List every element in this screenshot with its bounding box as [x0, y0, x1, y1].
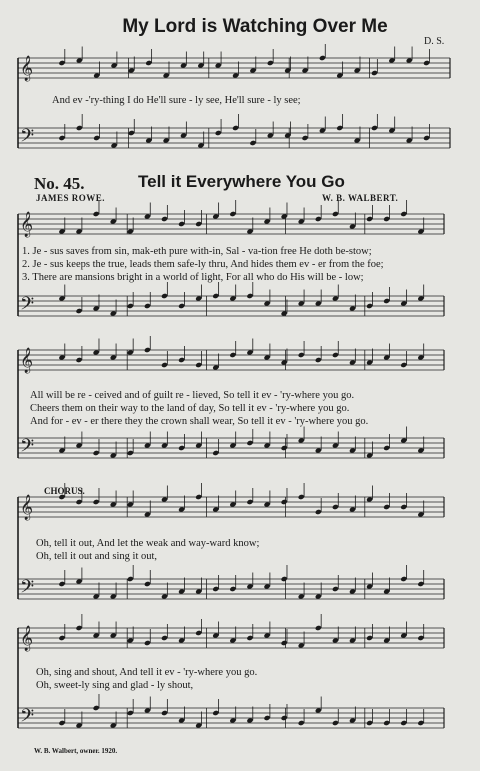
verse-1-line-1: 1. Je - sus saves from sin, mak-eth pure with-in, Sal - va-tion free He doth be-stow; — [22, 246, 372, 257]
chorus-line-1: Oh, tell it out, And let the weak and way-ward know; — [36, 538, 260, 549]
chorus-line-2: Oh, tell it out and sing it out, — [36, 551, 158, 562]
bass-clef-icon: 𝄢 — [20, 126, 35, 151]
verse-2-line-1: 2. Je - sus keeps the true, leads them safe-ly thru, And hides them ev - er from the foe; — [22, 259, 384, 270]
verse-2-line-2: Cheers them on their way to the land of day, So tell it ev - 'ry-where you go. — [30, 403, 350, 414]
treble-clef-icon: 𝄞 — [20, 348, 34, 373]
author-credit: JAMES ROWE. — [36, 193, 106, 203]
bass-clef-icon: 𝄢 — [20, 436, 35, 461]
verse-1-line-2: All will be re - ceived and of guilt re - lieved, So tell it ev - 'ry-where you go. — [30, 390, 355, 401]
bass-clef-icon: 𝄢 — [20, 294, 35, 319]
treble-clef-icon: 𝄞 — [20, 212, 34, 237]
treble-clef-icon: 𝄞 — [20, 495, 34, 520]
chorus-label: CHORUS. — [44, 486, 85, 496]
ds-mark: D. S. — [424, 36, 445, 47]
hymn-number: No. 45. — [34, 174, 85, 193]
copyright-footer: W. B. Walbert, owner. 1920. — [34, 747, 118, 755]
verse-3-line-2: And for - ev - er there they the crown shall wear, So tell it ev - 'ry-where you go. — [30, 416, 369, 427]
composer-credit: W. B. WALBERT. — [322, 193, 399, 203]
verse-3-line-1: 3. There are mansions bright in a world of light, For all who do His will be - low; — [22, 272, 364, 283]
bass-clef-icon: 𝄢 — [20, 577, 35, 602]
top-hymn-lyric: And ev -'ry-thing I do He'll sure - ly see, He'll sure - ly see; — [52, 95, 301, 106]
chorus-line-3: Oh, sing and shout, And tell it ev - 'ry-where you go. — [36, 667, 258, 678]
treble-clef-icon: 𝄞 — [20, 56, 34, 81]
hymn-title: Tell it Everywhere You Go — [138, 172, 345, 191]
treble-clef-icon: 𝄞 — [20, 626, 34, 651]
chorus-line-4: Oh, sweet-ly sing and glad - ly shout, — [36, 680, 194, 691]
bass-clef-icon: 𝄢 — [20, 706, 35, 731]
top-hymn-title: My Lord is Watching Over Me — [122, 16, 388, 37]
